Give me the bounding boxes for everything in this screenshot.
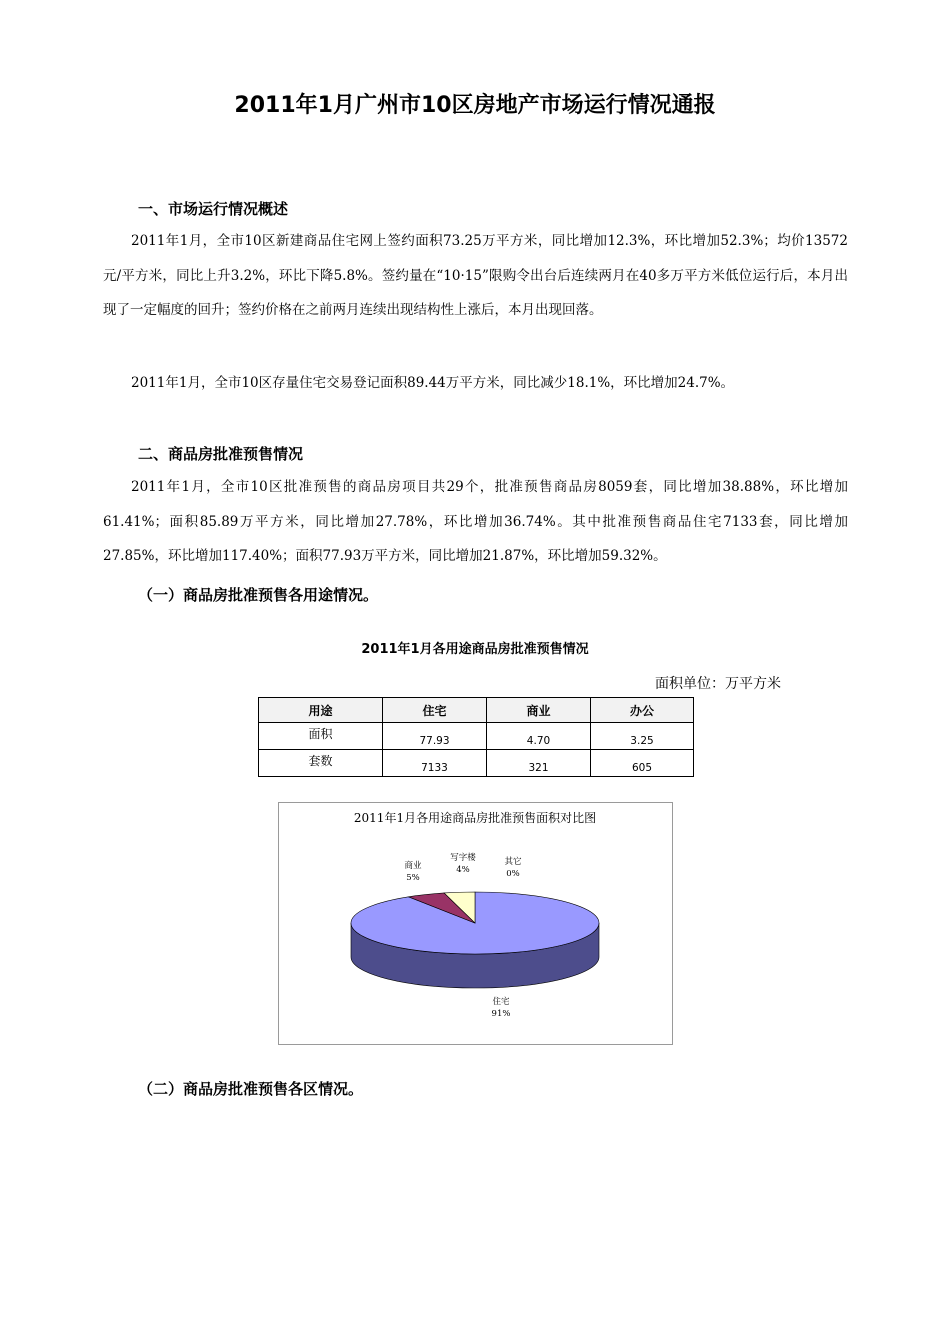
- pie-chart: [279, 803, 672, 1044]
- pie-label-name: 写字楼: [450, 853, 476, 863]
- pie-label-percent: 4%: [456, 865, 470, 875]
- subsection-2-heading: （二）商品房批准预售各区情况。: [138, 1080, 364, 1098]
- section-1-paragraph-1: 2011年1月，全市10区新建商品住宅网上签约面积73.25万平方米，同比增加12.3%，环比增加52.3%；均价13572元/平方米，同比上升3.2%，环比下降5.8%。签约量在“10·15”限购令出台后连续两月在40多万平方米低位运行后，本月出现了一定幅度的回升；签约价格在之前两月连续出现结构性上涨后，本月出现回落。: [103, 233, 848, 319]
- pie-label-percent: 5%: [406, 873, 420, 883]
- table-cell: 7133: [383, 750, 487, 777]
- pie-label-name: 住宅: [492, 997, 510, 1007]
- table-row: [259, 723, 694, 750]
- pie-label-percent: 91%: [491, 1009, 511, 1019]
- table-row-label: 面积: [259, 723, 383, 750]
- chart-title: 2011年1月各用途商品房批准预售面积对比图: [353, 811, 597, 825]
- pie-label-name: 其它: [504, 857, 522, 867]
- section-2-heading: 二、商品房批准预售情况: [138, 445, 304, 463]
- table-header-row: [259, 698, 694, 723]
- pie-tops: [351, 892, 599, 954]
- table-cell: 3.25: [591, 723, 694, 750]
- section-2-paragraph-1: 2011年1月，全市10区批准预售的商品房项目共29个，批准预售商品房8059套，同比增加38.88%，环比增加61.41%；面积85.89万平方米，同比增加27.78%，环比增加36.74%。其中批准预售商品住宅7133套，同比增加27.85%，环比增加117.40%；面积77.93万平方米，同比增加21.87%，环比增加59.32%。: [103, 479, 848, 565]
- table-header-cell: 办公: [591, 698, 694, 723]
- table-row-label: 套数: [259, 750, 383, 777]
- subsection-1-heading: （一）商品房批准预售各用途情况。: [138, 586, 379, 604]
- pie-label-percent: 0%: [506, 869, 520, 879]
- pie-chart-box: [278, 802, 673, 1045]
- table-cell: 4.70: [487, 723, 591, 750]
- table-caption: 2011年1月各用途商品房批准预售情况: [361, 642, 589, 657]
- table-row: [259, 750, 694, 777]
- table-cell: 77.93: [383, 723, 487, 750]
- section-1-paragraph-2: 2011年1月，全市10区存量住宅交易登记面积89.44万平方米，同比减少18.1%，环比增加24.7%。: [131, 375, 735, 391]
- table-header-cell: 用途: [259, 698, 383, 723]
- usage-table: [258, 697, 694, 777]
- pie-label-name: 商业: [404, 861, 422, 871]
- document-title: 2011年1月广州市10区房地产市场运行情况通报: [234, 93, 716, 118]
- section-1-heading: 一、市场运行情况概述: [138, 200, 289, 218]
- table-cell: 321: [487, 750, 591, 777]
- table-header-cell: 住宅: [383, 698, 487, 723]
- table-header-cell: 商业: [487, 698, 591, 723]
- table-unit-note: 面积单位：万平方米: [655, 676, 781, 692]
- table-cell: 605: [591, 750, 694, 777]
